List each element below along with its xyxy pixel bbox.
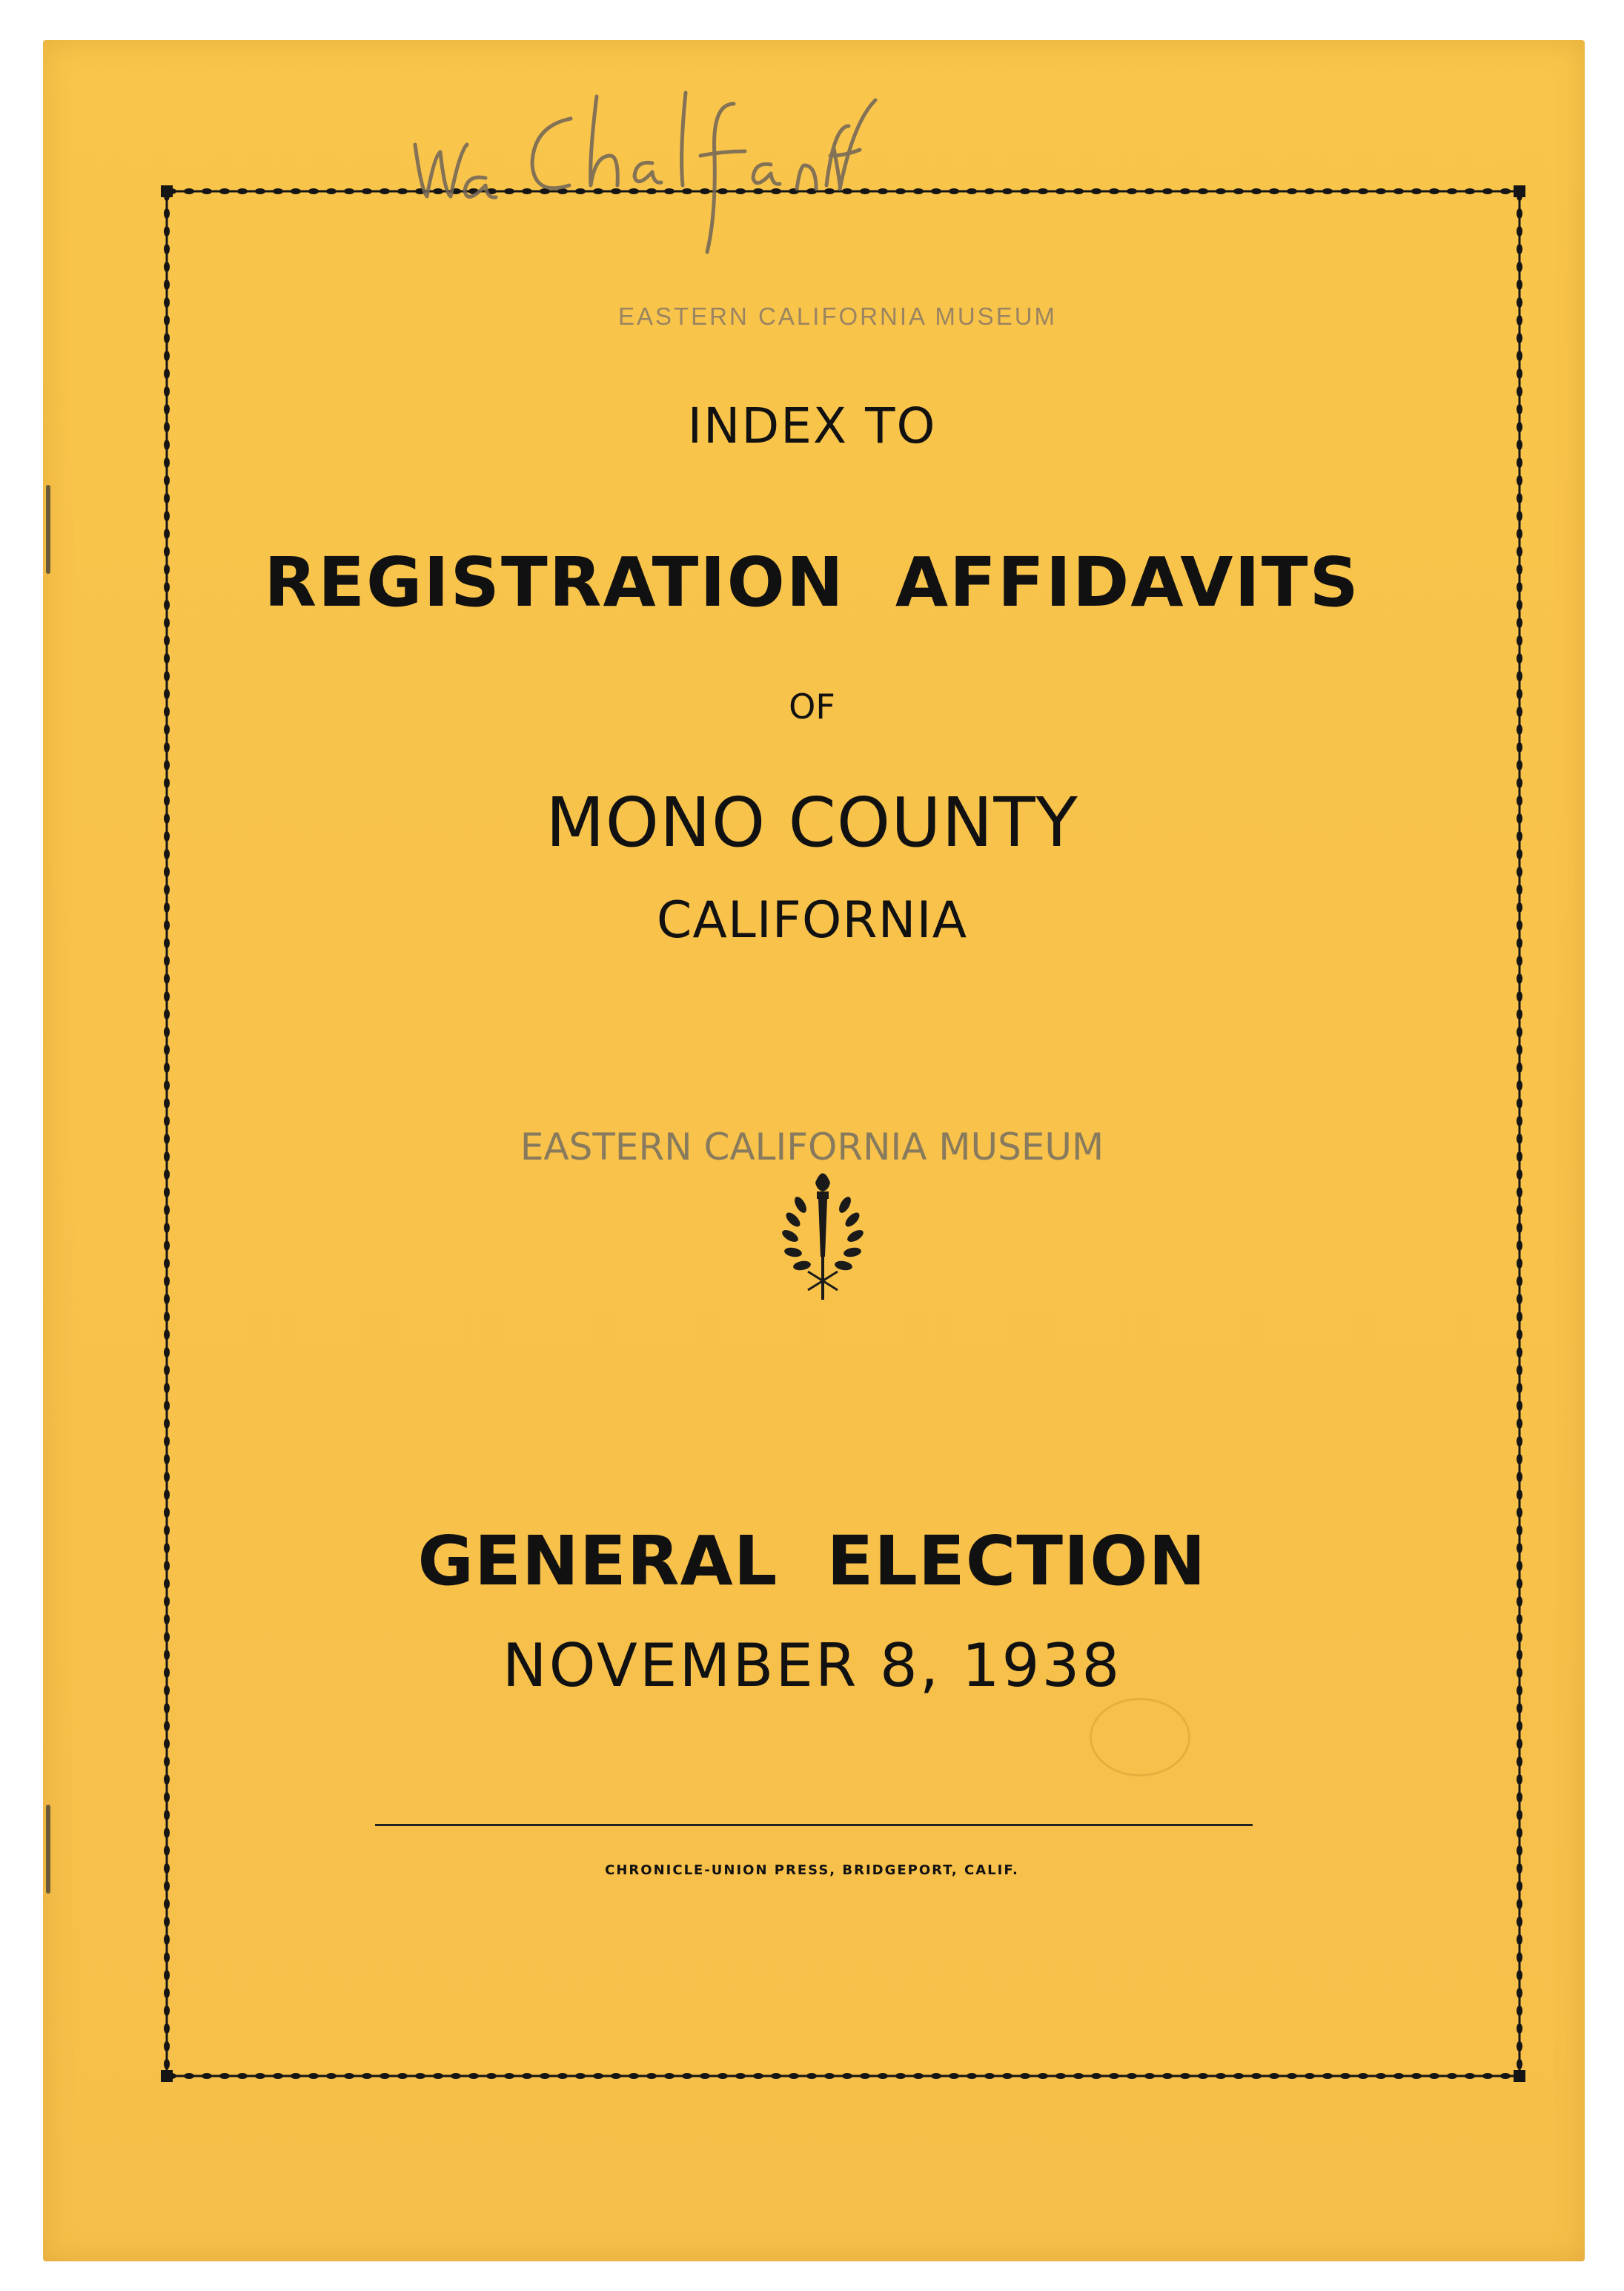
water-stain (1090, 1698, 1190, 1776)
county-name: MONO COUNTY (546, 783, 1078, 862)
election-date: NOVEMBER 8, 1938 (502, 1631, 1122, 1700)
subtitle-index-to: INDEX TO (687, 397, 937, 454)
torch-laurel-wreath-icon (771, 1160, 875, 1309)
connector-of: OF (789, 687, 835, 727)
title-registration-affidavits: REGISTRATION AFFIDAVITS (264, 543, 1360, 622)
museum-stamp: EASTERN CALIFORNIA MUSEUM (617, 303, 1058, 330)
museum-watermark: EASTERN CALIFORNIA MUSEUM (520, 1125, 1104, 1168)
divider-rule (375, 1824, 1253, 1826)
election-heading: GENERAL ELECTION (417, 1521, 1207, 1601)
printer-imprint: CHRONICLE-UNION PRESS, BRIDGEPORT, CALIF. (605, 1862, 1019, 1878)
state-name: CALIFORNIA (656, 891, 968, 950)
